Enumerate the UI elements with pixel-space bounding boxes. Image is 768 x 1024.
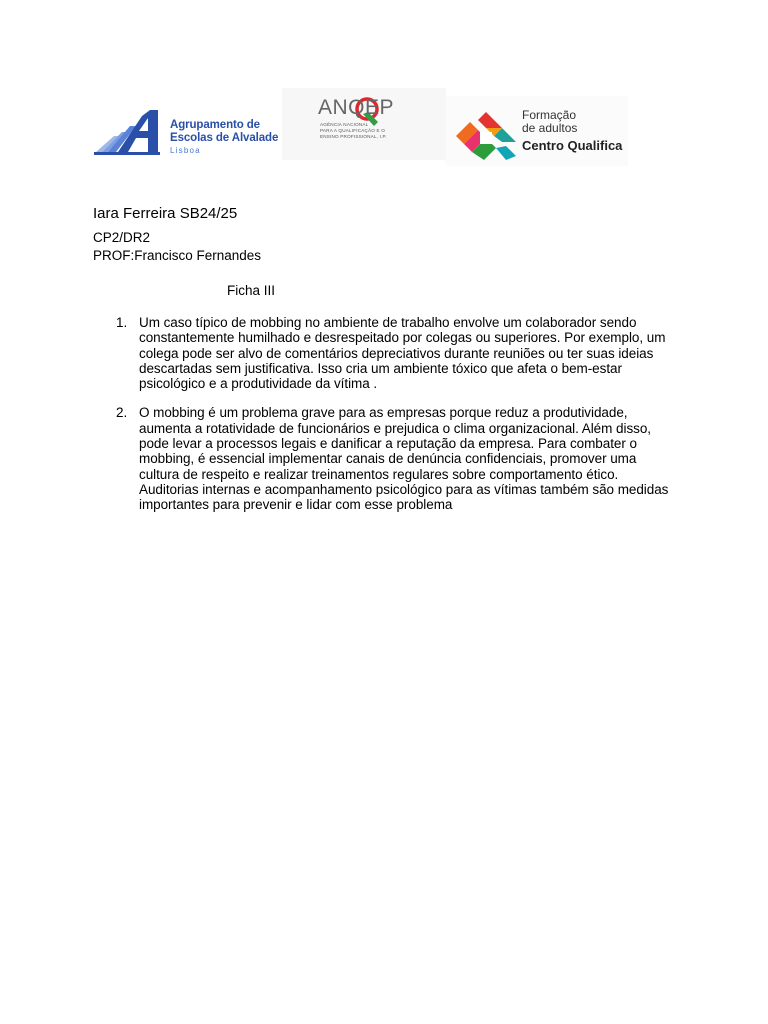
anqep-subtitle-2: PARA A QUALIFICAÇÃO E O bbox=[320, 128, 386, 133]
alvalade-a-icon bbox=[92, 102, 168, 158]
list-item bbox=[0, 315, 768, 391]
alvalade-logo-line1: Agrupamento de bbox=[170, 119, 260, 131]
alvalade-logo-line3: Lisboa bbox=[170, 146, 201, 155]
unit-code: CP2/DR2 bbox=[93, 230, 151, 245]
anqep-subtitle-3: ENSINO PROFISSIONAL, I.P. bbox=[320, 134, 387, 139]
answer-number: 2. bbox=[116, 405, 128, 421]
qualifica-logo-line3: Centro Qualifica bbox=[522, 138, 623, 153]
alvalade-logo bbox=[92, 102, 278, 158]
qualifica-logo-line2: de adultos bbox=[522, 121, 578, 135]
answer-text: O mobbing é um problema grave para as empresas porque reduz a produtividade, aumenta a rotatividade de funcionários e prejudica o clima organizacional. Além disso, pode levar a processos legais e danificar a reputação da empresa. Para combater o mobbing, é essencial implementar canais de denúncia confidenciais, promover uma cultura de respeito e realizar treinamentos regulares sobre comportamento ético. Auditorias internas e acompanhamento psicológico para as vítimas também são medidas importantes para prevenir e lidar com esse problema bbox=[139, 405, 669, 513]
qualifica-logo bbox=[446, 96, 628, 166]
logo-band bbox=[92, 88, 632, 164]
teacher-name: PROF:Francisco Fernandes bbox=[93, 248, 262, 263]
anqep-logo bbox=[282, 88, 446, 160]
answer-number: 1. bbox=[116, 315, 128, 330]
sheet-title: Ficha III bbox=[227, 283, 276, 298]
anqep-wordmark: ANQEP bbox=[318, 96, 395, 119]
qualifica-logo-line1: Formação bbox=[522, 108, 577, 122]
answer-text: Um caso típico de mobbing no ambiente de trabalho envolve um colaborador sendo constantemente humilhado e desrespeitado por colegas ou superiores. Por exemplo, um colega pode ser alvo de comentários depreciativos durante reuniões ou ter suas ideias descartadas sem justificativa. Isso cria um ambiente tóxico que afeta o bem-estar psicológico e a produtividade da vítima . bbox=[139, 315, 666, 392]
alvalade-logo-line2: Escolas de Alvalade bbox=[170, 132, 279, 144]
answer-list bbox=[0, 315, 768, 527]
anqep-subtitle-1: AGÊNCIA NACIONAL bbox=[320, 122, 369, 127]
qualifica-q-icon bbox=[454, 110, 518, 162]
list-item bbox=[0, 405, 768, 512]
student-name: Iara Ferreira SB24/25 bbox=[93, 205, 238, 222]
